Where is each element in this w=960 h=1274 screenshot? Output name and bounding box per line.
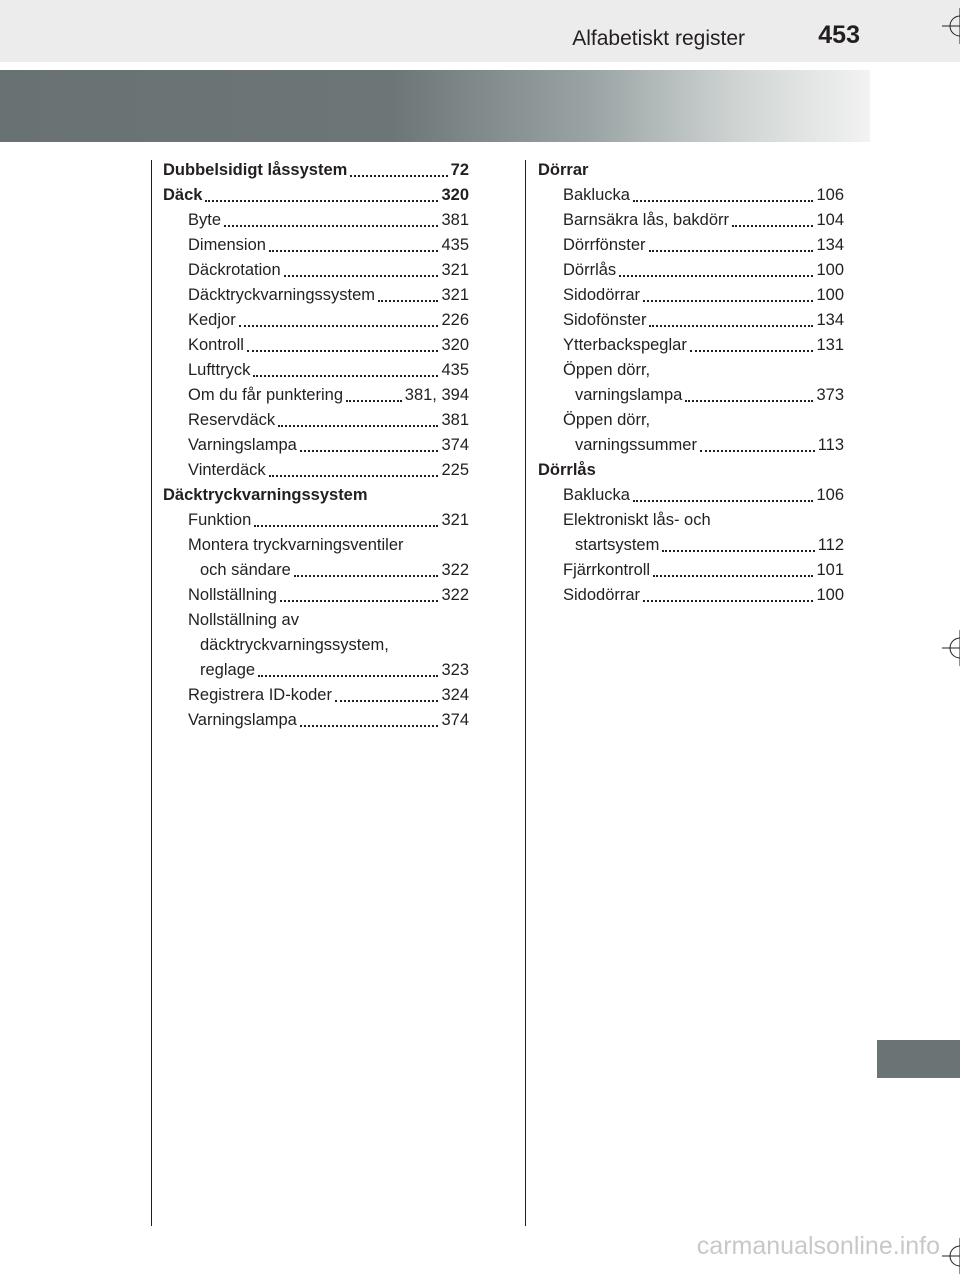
entry-page: 435 bbox=[441, 236, 469, 254]
entry-text: Varningslampa bbox=[188, 436, 297, 454]
index-entry bbox=[163, 258, 469, 283]
index-entry bbox=[538, 208, 844, 233]
dot-leader bbox=[284, 275, 439, 277]
entry-text: Registrera ID-koder bbox=[188, 686, 332, 704]
entry-page: 435 bbox=[441, 361, 469, 379]
registration-mark-icon bbox=[942, 630, 960, 666]
entry-page: 381 bbox=[441, 411, 469, 429]
entry-page: 113 bbox=[817, 436, 844, 454]
entry-text: Däckrotation bbox=[188, 261, 281, 279]
dot-leader bbox=[239, 325, 439, 327]
entry-page: 100 bbox=[816, 261, 844, 279]
entry-text: Däck bbox=[163, 186, 203, 204]
entry-page: 131 bbox=[816, 336, 844, 354]
entry-page: 101 bbox=[816, 561, 844, 579]
entry-text: Elektroniskt lås- och bbox=[563, 511, 711, 529]
index-entry bbox=[163, 508, 469, 533]
dot-leader bbox=[690, 350, 814, 352]
index-entry bbox=[163, 233, 469, 258]
entry-text: varningssummer bbox=[575, 436, 697, 454]
dot-leader bbox=[643, 300, 813, 302]
index-heading bbox=[538, 158, 844, 183]
index-entry bbox=[538, 183, 844, 208]
index-entry bbox=[538, 258, 844, 283]
dot-leader bbox=[278, 425, 438, 427]
entry-text: Dörrar bbox=[538, 161, 589, 179]
entry-text: Dörrlås bbox=[563, 261, 617, 279]
left-rule bbox=[151, 160, 152, 1226]
index-entry bbox=[538, 233, 844, 258]
entry-page: 321 bbox=[441, 511, 469, 529]
index-entry bbox=[163, 558, 469, 583]
entry-text: Däcktryckvarningssystem bbox=[188, 286, 376, 304]
entry-text: varningslampa bbox=[575, 386, 683, 404]
dot-leader bbox=[300, 450, 439, 452]
entry-page: 321 bbox=[441, 286, 469, 304]
index-entry bbox=[163, 458, 469, 483]
footer-watermark: carmanualsonline.info bbox=[696, 1232, 940, 1260]
entry-text: och sändare bbox=[200, 561, 291, 579]
entry-page: 106 bbox=[816, 186, 844, 204]
dot-leader bbox=[649, 250, 814, 252]
index-heading bbox=[163, 158, 469, 183]
section-banner bbox=[0, 70, 870, 142]
dot-leader bbox=[619, 275, 813, 277]
dot-leader bbox=[300, 725, 439, 727]
index-entry bbox=[163, 208, 469, 233]
entry-text: Kontroll bbox=[188, 336, 244, 354]
entry-text: Dörrfönster bbox=[563, 236, 646, 254]
entry-text: Nollställning av bbox=[188, 611, 299, 629]
index-entry bbox=[163, 608, 469, 633]
entry-text: Ytterbackspeglar bbox=[563, 336, 687, 354]
entry-text: Öppen dörr, bbox=[563, 361, 651, 379]
index-entry bbox=[163, 408, 469, 433]
entry-text: Barnsäkra lås, bakdörr bbox=[563, 211, 729, 229]
entry-page: 320 bbox=[441, 336, 469, 354]
entry-page: 134 bbox=[816, 236, 844, 254]
index-entry bbox=[163, 633, 469, 658]
entry-page: 100 bbox=[816, 586, 844, 604]
index-heading bbox=[163, 183, 469, 208]
dot-leader bbox=[269, 475, 439, 477]
entry-text: Funktion bbox=[188, 511, 252, 529]
index-entry bbox=[163, 658, 469, 683]
entry-text: Byte bbox=[188, 211, 222, 229]
index-heading bbox=[538, 458, 844, 483]
index-entry bbox=[538, 383, 844, 408]
dot-leader bbox=[643, 600, 813, 602]
entry-page: 381, 394 bbox=[404, 386, 469, 404]
entry-text: Sidodörrar bbox=[563, 286, 641, 304]
dot-leader bbox=[280, 600, 439, 602]
index-entry bbox=[538, 483, 844, 508]
entry-text: däcktryckvarningssystem, bbox=[200, 636, 389, 654]
index-entry bbox=[538, 583, 844, 608]
dot-leader bbox=[253, 375, 438, 377]
dot-leader bbox=[247, 350, 439, 352]
registration-mark-icon bbox=[942, 1238, 960, 1274]
entry-page: 226 bbox=[441, 311, 469, 329]
dot-leader bbox=[294, 575, 439, 577]
entry-page: 106 bbox=[816, 486, 844, 504]
index-heading bbox=[163, 483, 469, 508]
index-entry bbox=[538, 308, 844, 333]
entry-text: Baklucka bbox=[563, 486, 630, 504]
index-entry bbox=[163, 433, 469, 458]
entry-text: reglage bbox=[200, 661, 256, 679]
entry-page: 100 bbox=[816, 286, 844, 304]
entry-page: 322 bbox=[441, 561, 469, 579]
entry-text: Öppen dörr, bbox=[563, 411, 651, 429]
index-entry bbox=[163, 708, 469, 733]
entry-page: 134 bbox=[816, 311, 844, 329]
entry-text: Dimension bbox=[188, 236, 266, 254]
entry-text: startsystem bbox=[575, 536, 660, 554]
dot-leader bbox=[633, 500, 814, 502]
running-title: Alfabetiskt register bbox=[572, 27, 745, 50]
entry-page: 72 bbox=[450, 161, 469, 179]
dot-leader bbox=[662, 550, 814, 552]
entry-page: 373 bbox=[816, 386, 844, 404]
page-number: 453 bbox=[818, 21, 860, 49]
entry-text: Nollställning bbox=[188, 586, 277, 604]
dot-leader bbox=[649, 325, 813, 327]
dot-leader bbox=[685, 400, 813, 402]
entry-text: Kedjor bbox=[188, 311, 236, 329]
entry-text: Varningslampa bbox=[188, 711, 297, 729]
dot-leader bbox=[633, 200, 814, 202]
index-entry bbox=[163, 283, 469, 308]
entry-page: 112 bbox=[817, 536, 844, 554]
entry-page: 381 bbox=[441, 211, 469, 229]
entry-text: Fjärrkontroll bbox=[563, 561, 651, 579]
entry-text: Sidofönster bbox=[563, 311, 647, 329]
index-entry bbox=[538, 333, 844, 358]
entry-page: 104 bbox=[816, 211, 844, 229]
index-entry bbox=[538, 533, 844, 558]
entry-text: Reservdäck bbox=[188, 411, 276, 429]
entry-page: 225 bbox=[441, 461, 469, 479]
index-entry bbox=[538, 508, 844, 533]
index-entry bbox=[538, 558, 844, 583]
chapter-tab bbox=[877, 1040, 960, 1078]
dot-leader bbox=[335, 700, 439, 702]
index-entry bbox=[163, 358, 469, 383]
column-divider bbox=[525, 160, 526, 1226]
entry-page: 320 bbox=[441, 186, 469, 204]
index-entry bbox=[538, 408, 844, 433]
dot-leader bbox=[350, 175, 447, 177]
index-entry bbox=[163, 683, 469, 708]
entry-text: Vinterdäck bbox=[188, 461, 266, 479]
dot-leader bbox=[732, 225, 813, 227]
entry-text: Sidodörrar bbox=[563, 586, 641, 604]
index-entry bbox=[538, 283, 844, 308]
index-entry bbox=[163, 383, 469, 408]
index-entry bbox=[163, 533, 469, 558]
registration-mark-icon bbox=[942, 8, 960, 44]
entry-text: Baklucka bbox=[563, 186, 630, 204]
dot-leader bbox=[653, 575, 813, 577]
dot-leader bbox=[378, 300, 438, 302]
entry-text: Om du får punktering bbox=[188, 386, 343, 404]
entry-text: Däcktryckvarningssystem bbox=[163, 486, 368, 504]
index-entry bbox=[163, 583, 469, 608]
dot-leader bbox=[254, 525, 438, 527]
dot-leader bbox=[258, 675, 438, 677]
entry-page: 322 bbox=[441, 586, 469, 604]
entry-text: Lufttryck bbox=[188, 361, 251, 379]
index-column-left bbox=[163, 158, 469, 733]
index-entry bbox=[538, 358, 844, 383]
entry-page: 374 bbox=[441, 436, 469, 454]
entry-page: 321 bbox=[441, 261, 469, 279]
dot-leader bbox=[205, 200, 438, 202]
dot-leader bbox=[224, 225, 438, 227]
dot-leader bbox=[346, 400, 402, 402]
dot-leader bbox=[700, 450, 815, 452]
entry-text: Dörrlås bbox=[538, 461, 596, 479]
index-entry bbox=[163, 333, 469, 358]
dot-leader bbox=[269, 250, 439, 252]
entry-text: Dubbelsidigt låssystem bbox=[163, 161, 348, 179]
index-column-right bbox=[538, 158, 844, 608]
entry-text: Montera tryckvarningsventiler bbox=[188, 536, 404, 554]
entry-page: 323 bbox=[441, 661, 469, 679]
entry-page: 374 bbox=[441, 711, 469, 729]
index-entry bbox=[163, 308, 469, 333]
entry-page: 324 bbox=[441, 686, 469, 704]
index-entry bbox=[538, 433, 844, 458]
